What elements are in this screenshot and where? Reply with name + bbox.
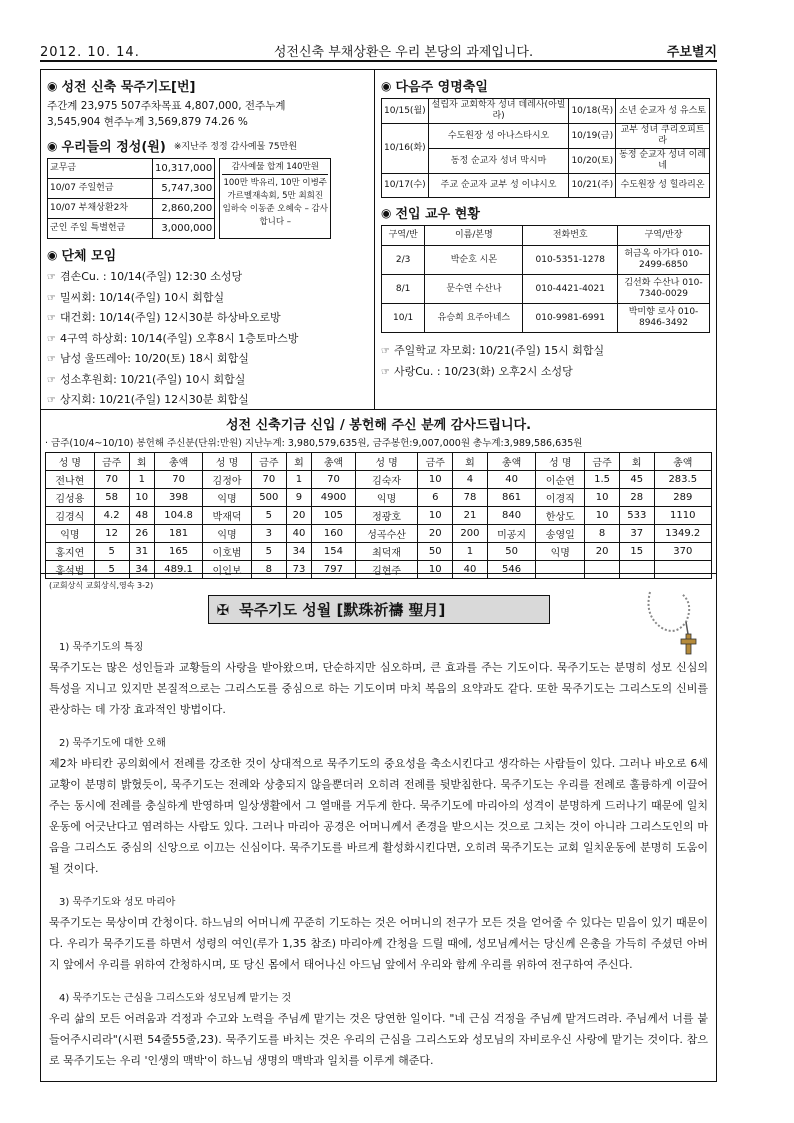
donations-cell: 김성용 — [46, 489, 95, 507]
donations-cell: 20 — [585, 543, 620, 561]
donations-cell: 10 — [418, 507, 453, 525]
donations-cell: 이경직 — [536, 489, 585, 507]
donations-header: 성 명 — [536, 453, 585, 471]
pointing-hand-icon: ☞ — [47, 333, 56, 345]
transfer-header: 구역/반 — [382, 226, 425, 246]
donations-cell: 160 — [312, 525, 356, 543]
feast-date: 10/15(월) — [382, 99, 429, 124]
notice-text: 사랑Cu. : 10/23(화) 오후2시 소성당 — [393, 364, 573, 378]
offering-amount: 5,747,300 — [153, 179, 215, 199]
feast-row — [382, 174, 710, 198]
donations-cell: 370 — [654, 543, 711, 561]
transfer-leader: 김선화 수산나 010-7340-0029 — [618, 275, 710, 304]
transfer-name: 유승희 요주아네스 — [425, 304, 523, 333]
donations-cell: 40 — [286, 525, 311, 543]
circle-cross-icon: ◉ — [47, 138, 58, 153]
meeting-text: 남성 울뜨레아: 10/20(토) 18시 회합실 — [59, 352, 249, 365]
pointing-hand-icon: ☞ — [47, 313, 56, 324]
thanks-title: 감사예물 합계 140만원 — [222, 161, 328, 175]
transfer-row — [382, 246, 710, 275]
notices-list — [381, 341, 710, 382]
thanks-box — [219, 158, 331, 239]
donations-cell: 546 — [487, 561, 536, 579]
donations-header: 회 — [620, 453, 655, 471]
donations-cell: 37 — [620, 525, 655, 543]
donations-cell: 28 — [620, 489, 655, 507]
transfer-table — [381, 225, 710, 333]
feast-row — [382, 149, 710, 174]
offering-label: 군인 주일 특별헌금 — [48, 219, 153, 239]
transfer-header-row — [382, 226, 710, 246]
feast-saint: 설립자 교회학자 성녀 데레사(아빌라) — [428, 99, 569, 124]
pointing-hand-icon: ☞ — [381, 366, 390, 378]
meeting-text: 성소후원회: 10/21(주일) 10시 회합실 — [59, 372, 246, 386]
feast-date: 10/16(화) — [382, 124, 429, 174]
donations-cell: 533 — [620, 507, 655, 525]
donations-cell: 전나현 — [46, 471, 95, 489]
transfer-header: 구역/반장 — [618, 226, 710, 246]
donations-cell: 10 — [418, 471, 453, 489]
meeting-item — [47, 308, 368, 329]
donations-cell: 20 — [418, 525, 453, 543]
donations-cell: 5 — [94, 561, 129, 579]
rosary-line-2: 3,545,904 현주누계 3,569,879 74.26 % — [47, 116, 248, 128]
donations-cell: 70 — [251, 471, 286, 489]
donations-cell: 1.5 — [585, 471, 620, 489]
donations-cell: 861 — [487, 489, 536, 507]
donations-cell: 익명 — [46, 525, 95, 543]
donations-cell: 5 — [251, 507, 286, 525]
donations-cell: 박재덕 — [203, 507, 252, 525]
donations-cell: 성곡수산 — [355, 525, 418, 543]
donations-cell: 송영일 — [536, 525, 585, 543]
donations-cell: 15 — [620, 543, 655, 561]
donations-header: 총액 — [312, 453, 356, 471]
offering-label: 10/07 주일헌금 — [48, 179, 153, 199]
donations-header: 회 — [129, 453, 154, 471]
offering-row — [48, 219, 215, 239]
meeting-item — [47, 329, 368, 350]
offering-title: 우리들의 정성(원) — [61, 140, 166, 155]
donations-cell: 34 — [129, 561, 154, 579]
transfer-area: 10/1 — [382, 304, 425, 333]
feast-saint: 주교 순교자 교부 성 이냐시오 — [428, 174, 569, 198]
left-column — [41, 70, 375, 409]
donations-cell: 1 — [453, 543, 488, 561]
donations-cell: 104.8 — [154, 507, 202, 525]
donations-cell: 50 — [487, 543, 536, 561]
donations-cell: 34 — [286, 543, 311, 561]
article-paragraph: 우리 삶의 모든 어려움과 걱정과 수고와 노력을 주님께 맡기는 것은 당연한 일이다. "네 근심 걱정을 주님께 맡겨드려라. 주님께서 너를 붙들어주시리라"(시편 54줄55줄,23). 묵주기도를 바치는 것은 우리의 근심을 그리스도와 성모님의 자비로우신 사랑에 맡기는 것이다. 참으로 묵주기도는 우리 '인생의 맥박'이 하느님 생명의 맥박과 일치를 이루게 해준다. — [49, 1012, 708, 1067]
transfer-title: 전입 교우 현황 — [395, 207, 480, 222]
offering-row — [48, 199, 215, 219]
donations-header: 회 — [286, 453, 311, 471]
donations-cell: 398 — [154, 489, 202, 507]
notice-text: 주일학교 자모회: 10/21(주일) 15시 회합실 — [393, 344, 605, 357]
donations-header: 금주 — [418, 453, 453, 471]
donations-cell: 48 — [129, 507, 154, 525]
donations-cell: 154 — [312, 543, 356, 561]
donations-cell: 3 — [251, 525, 286, 543]
donations-row — [46, 543, 712, 561]
article-title: 묵주기도 성월 [默珠祈禱 聖月] — [239, 601, 446, 619]
donations-cell: 20 — [286, 507, 311, 525]
donations-subtitle: · 금주(10/4~10/10) 봉헌해 주신분(단위:만원) 지난누계: 3,980,579,635원, 금주봉헌:9,007,000원 총누계:3,989,586,635원 — [45, 438, 583, 449]
issue-date: 2012. 10. 14. — [40, 45, 140, 60]
transfer-header: 이름/본명 — [425, 226, 523, 246]
parish-motto: 성전신축 부채상환은 우리 본당의 과제입니다. — [273, 45, 534, 60]
transfer-name: 문수연 수산나 — [425, 275, 523, 304]
feast-saint-2: 교부 성녀 쿠리오피트라 — [616, 124, 710, 149]
donations-cell: 181 — [154, 525, 202, 543]
donations-header: 총액 — [154, 453, 202, 471]
donations-cell: 105 — [312, 507, 356, 525]
donations-cell: 익명 — [355, 489, 418, 507]
donations-header: 금주 — [585, 453, 620, 471]
donations-cell: 8 — [251, 561, 286, 579]
donations-cell: 김숙자 — [355, 471, 418, 489]
transfer-phone: 010-4421-4021 — [523, 275, 618, 304]
offering-amount: 10,317,000 — [153, 159, 215, 179]
feast-saint-2: 수도원장 성 힐라리온 — [616, 174, 710, 198]
meeting-item — [47, 267, 368, 288]
feast-saint-2: 동정 순교자 성녀 이레네 — [616, 149, 710, 174]
donations-cell: 익명 — [536, 543, 585, 561]
transfer-name: 박순호 시몬 — [425, 246, 523, 275]
feast-date: 10/17(수) — [382, 174, 429, 198]
donations-cell: 익명 — [203, 489, 252, 507]
pointing-hand-icon: ☞ — [47, 374, 56, 386]
feast-date-2: 10/21(주) — [569, 174, 616, 198]
donations-cell: 한상도 — [536, 507, 585, 525]
transfer-row — [382, 275, 710, 304]
donations-cell: 840 — [487, 507, 536, 525]
article-section-heading: 2) 묵주기도에 대한 오해 — [59, 738, 166, 749]
donations-cell: 1349.2 — [654, 525, 711, 543]
rosary-icon — [642, 588, 706, 658]
pointing-hand-icon: ☞ — [47, 354, 56, 365]
donations-cell: 8 — [585, 525, 620, 543]
donations-cell: 김정아 — [203, 471, 252, 489]
meeting-item — [47, 349, 368, 370]
circle-cross-icon: ◉ — [47, 78, 58, 93]
feast-row — [382, 124, 710, 149]
feast-heading — [381, 76, 710, 95]
meeting-text: 대건회: 10/14(주일) 12시30분 하상바오로방 — [59, 311, 281, 324]
supplement-tag: 주보별지 — [666, 45, 717, 60]
pointing-hand-icon: ☞ — [47, 292, 56, 304]
right-column — [375, 70, 716, 409]
circle-cross-icon: ◉ — [381, 78, 392, 93]
offering-amount: 3,000,000 — [153, 219, 215, 239]
offering-table — [47, 158, 215, 239]
circle-cross-icon: ◉ — [381, 205, 392, 220]
notice-item — [381, 341, 710, 362]
donations-row — [46, 525, 712, 543]
donations-cell: 익명 — [203, 525, 252, 543]
thanks-body: 100만 박유리, 10만 이병주 가르멜재속회, 5만 최희진 임하숙 이동준 오혜숙 – 감사합니다 – — [222, 178, 328, 227]
donations-cell: 12 — [94, 525, 129, 543]
donations-cell: 165 — [154, 543, 202, 561]
donations-cell: 홍지연 — [46, 543, 95, 561]
meeting-text: 겸손Cu. : 10/14(주일) 12:30 소성당 — [59, 270, 243, 283]
feast-date-2: 10/18(목) — [569, 99, 616, 124]
transfer-heading — [381, 203, 710, 222]
donations-header: 회 — [453, 453, 488, 471]
donations-title: 성전 신축기금 신입 / 봉헌해 주신 분께 감사드립니다. — [225, 418, 532, 433]
circle-cross-icon: ◉ — [47, 247, 58, 262]
donations-cell: 김경식 — [46, 507, 95, 525]
donations-cell: 500 — [251, 489, 286, 507]
donations-cell: 21 — [453, 507, 488, 525]
transfer-leader: 허금옥 아가다 010-2499-6850 — [618, 246, 710, 275]
meeting-text: 4구역 하상회: 10/14(주일) 오후8시 1층토마스방 — [59, 331, 299, 345]
content-frame — [40, 69, 717, 1082]
donations-header: 총액 — [654, 453, 711, 471]
donations-cell: 289 — [654, 489, 711, 507]
donations-cell: 5 — [251, 543, 286, 561]
meetings-title: 단체 모임 — [61, 249, 117, 264]
meeting-item — [47, 370, 368, 391]
donations-cell: 10 — [585, 489, 620, 507]
donations-cell: 5 — [94, 543, 129, 561]
article-paragraph: 묵주기도는 많은 성인들과 교황들의 사랑을 받아왔으며, 단순하지만 심오하며, 큰 효과를 주는 기도이다. 묵주기도는 분명히 성모 신심의 특성을 지니고 있지만 본질적으로는 그리스도를 중심으로 하는 기도이며 마치 복음의 요약과도 같다. 또한 묵주기도는 그리스도의 신비를 관상하는 데 가장 효과적인 방법이다. — [49, 661, 708, 716]
article-section — [41, 574, 716, 1081]
offering-row — [48, 179, 215, 199]
transfer-leader: 박미향 로사 010-8946-3492 — [618, 304, 710, 333]
transfer-phone: 010-5351-1278 — [523, 246, 618, 275]
donations-cell: 26 — [129, 525, 154, 543]
donations-cell: 40 — [453, 561, 488, 579]
article-reference: (교회상식 교회상식,영속 3-2) — [49, 581, 154, 590]
donations-cell: 최덕재 — [355, 543, 418, 561]
donations-cell: 10 — [418, 561, 453, 579]
rosary-heading — [47, 76, 368, 95]
feast-date-2: 10/19(금) — [569, 124, 616, 149]
donations-cell: 미공지 — [487, 525, 536, 543]
donations-cell: 정광호 — [355, 507, 418, 525]
notice-item — [381, 362, 710, 383]
feast-saint: 수도원장 성 아나스타시오 — [428, 124, 569, 149]
offering-note: ※지난주 정정 감사예물 75만원 — [173, 142, 298, 152]
top-section — [41, 70, 716, 410]
meeting-item — [47, 288, 368, 309]
donations-cell: 홍석범 — [46, 561, 95, 579]
donations-cell: 58 — [94, 489, 129, 507]
donations-cell: 31 — [129, 543, 154, 561]
donations-cell: 70 — [94, 471, 129, 489]
offering-heading — [47, 136, 368, 155]
feast-saint: 동정 순교자 성녀 막시마 — [428, 149, 569, 174]
donations-header: 총액 — [487, 453, 536, 471]
donations-cell: 1 — [286, 471, 311, 489]
article-paragraph: 제2차 바티칸 공의회에서 전례를 강조한 것이 상대적으로 묵주기도의 중요성을 축소시킨다고 생각하는 사람들이 있다. 그러나 바오로 6세 교황이 분명히 밝혔듯이, 묵주기도는 전례와 상충되지 않을뿐더러 오히려 전례를 뒷받침한다. 묵주기도는 우리를 전례로 훌륭하게 이끌어주는 동시에 전례를 충실하게 반영하며 일상생활에서 그 열매를 거두게 한다. 묵주기도에 마리아의 성격이 분명하게 드러나기 때문에 일치운동에 어긋난다고 염려하는 사람도 있다. 그러나 마리아 공경은 어머니께서 존경을 받으시는 것으로 그치는 것이 아니라 그리스도인의 마음을 그리스도 중심의 신앙으로 이끄는 신심이다. 묵주기도를 바르게 활성화시킨다면, 오히려 묵주기도는 교회 일치운동에 분명히 도움이 될 것이다. — [49, 757, 708, 875]
feast-row — [382, 99, 710, 124]
page-header — [40, 38, 717, 62]
donations-cell: 1 — [129, 471, 154, 489]
donations-section — [41, 410, 716, 577]
pointing-hand-icon: ☞ — [47, 272, 56, 283]
donations-cell: 78 — [453, 489, 488, 507]
meeting-text: 밀씨회: 10/14(주일) 10시 회합실 — [59, 290, 225, 304]
donations-cell: 40 — [487, 471, 536, 489]
donations-header: 금주 — [94, 453, 129, 471]
donations-cell: 6 — [418, 489, 453, 507]
donations-header: 성 명 — [355, 453, 418, 471]
donations-cell: 10 — [585, 507, 620, 525]
donations-cell: 70 — [154, 471, 202, 489]
pointing-hand-icon: ☞ — [47, 395, 56, 406]
article-section-heading: 4) 묵주기도는 근심을 그리스도와 성모님께 맡기는 것 — [59, 993, 292, 1004]
transfer-phone: 010-9981-6991 — [523, 304, 618, 333]
donations-row — [46, 471, 712, 489]
donations-cell: 이호범 — [203, 543, 252, 561]
feast-title: 다음주 영명축일 — [395, 80, 488, 95]
donations-cell: 50 — [418, 543, 453, 561]
article-paragraph: 묵주기도는 묵상이며 간청이다. 하느님의 어머니께 꾸준히 기도하는 것은 어머니의 전구가 모든 것을 얻어줄 수 있다는 믿음이 있기 때문이다. 우리가 묵주기도를 하면서 성령의 여인(루가 1,35 참조) 마리아께 간청을 드릴 때에, 성모님께서는 당신께 은총을 가득히 주셨던 아버지 앞에서 우리를 위하여 간청하시며, 또 당신 몸에서 태어나신 아드님 앞에서 우리와 함께 우리를 위하여 전구하여 주신다. — [49, 916, 708, 971]
donations-cell: 1110 — [654, 507, 711, 525]
feast-date-2: 10/20(토) — [569, 149, 616, 174]
feast-table — [381, 98, 710, 198]
donations-cell: 489.1 — [154, 561, 202, 579]
donations-header: 성 명 — [203, 453, 252, 471]
donations-cell: 797 — [312, 561, 356, 579]
donations-header-row — [46, 453, 712, 471]
transfer-header: 전화번호 — [523, 226, 618, 246]
donations-cell: 4900 — [312, 489, 356, 507]
offering-amount: 2,860,200 — [153, 199, 215, 219]
donations-cell: 200 — [453, 525, 488, 543]
offering-label: 10/07 부채상환2차 — [48, 199, 153, 219]
transfer-row — [382, 304, 710, 333]
donations-table — [45, 452, 712, 579]
donations-cell: 45 — [620, 471, 655, 489]
article-banner — [208, 595, 550, 624]
meetings-list — [47, 267, 368, 411]
donations-cell: 10 — [129, 489, 154, 507]
rosary-line-1: 주간계 23,975 507주차목표 4,807,000, 전주누계 — [47, 100, 286, 112]
donations-cell: 이인보 — [203, 561, 252, 579]
meetings-heading — [47, 245, 368, 264]
donations-cell: 이순연 — [536, 471, 585, 489]
donations-cell: 4 — [453, 471, 488, 489]
donations-row — [46, 507, 712, 525]
donations-cell: 9 — [286, 489, 311, 507]
article-body — [49, 638, 708, 1071]
offering-label: 교무금 — [48, 159, 153, 179]
donations-cell: 283.5 — [654, 471, 711, 489]
donations-cell: 4.2 — [94, 507, 129, 525]
transfer-area: 8/1 — [382, 275, 425, 304]
offering-block — [47, 158, 368, 239]
donations-cell: 73 — [286, 561, 311, 579]
donations-header: 금주 — [251, 453, 286, 471]
cross-icon: ✠ — [216, 600, 230, 619]
meeting-text: 상지회: 10/21(주일) 12시30분 회합실 — [59, 393, 249, 406]
donations-row — [46, 489, 712, 507]
feast-saint-2: 소년 순교자 성 유스토 — [616, 99, 710, 124]
bulletin-page — [40, 38, 717, 1082]
pointing-hand-icon: ☞ — [381, 346, 390, 357]
article-section-heading: 3) 묵주기도와 성모 마리아 — [59, 897, 176, 908]
offering-row — [48, 159, 215, 179]
donations-header: 성 명 — [46, 453, 95, 471]
donations-cell: 70 — [312, 471, 356, 489]
transfer-area: 2/3 — [382, 246, 425, 275]
rosary-title: 성전 신축 묵주기도[번] — [61, 80, 196, 95]
donations-cell: 김현주 — [355, 561, 418, 579]
meeting-item — [47, 390, 368, 411]
article-section-heading: 1) 묵주기도의 특징 — [59, 642, 144, 653]
